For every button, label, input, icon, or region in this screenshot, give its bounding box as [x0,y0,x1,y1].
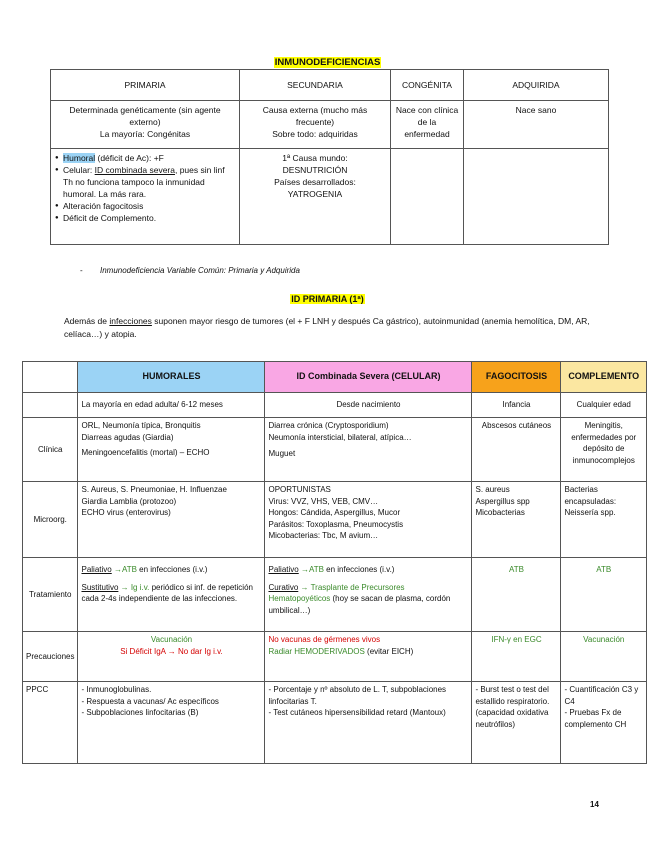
cell-micro-fag: S. aureus Aspergillus spp Micobacterias [472,482,561,558]
cell-prec-fag: IFN-γ en EGC [472,632,561,682]
cell-micro-com: Bacterias encapsuladas: Neissería spp. [561,482,647,558]
intro-paragraph: Además de infecciones suponen mayor riesgo de tumores (el + F LNH y después Ca gástrico), autoinmunidad (anemia hemolítica, DM, AR, celíaca…) y atopia. [64,316,590,339]
header-secundaria: SECUNDARIA [240,70,391,101]
title-inmunodeficiencias: INMUNODEFICIENCIAS [274,57,381,68]
table-inmunodeficiencias [50,69,609,245]
cell-secundaria-def: Causa externa (mucho más frecuente) Sobre todo: adquiridas [240,101,391,149]
cell-clinica-fag: Abscesos cutáneos [472,418,561,482]
cell-congenita-empty [391,149,464,245]
table-id-primaria [22,361,647,764]
cell-edad-com: Cualquier edad [561,393,647,418]
page-number: 14 [590,800,599,809]
header-fagocitosis: FAGOCITOSIS [472,362,561,393]
cell-trat-hum: Paliativo →ATB en infecciones (i.v.) Sustitutivo → Ig i.v. periódico si inf. de repetición cada 2-4s independiente de las infecciones. [78,558,265,632]
cell-prec-id: No vacunas de gérmenes vivos Radiar HEMODERIVADOS (evitar EICH) [265,632,472,682]
header-complemento: COMPLEMENTO [561,362,647,393]
list-item: ● Alteración fagocitosis [63,200,236,212]
cell-micro-hum: S. Aureus, S. Pneumoniae, H. Influenzae Giardia Lamblia (protozoo) ECHO virus (enterovirus) [78,482,265,558]
cell-ppcc-com: - Cuantificación C3 y C4 - Pruebas Fx de complemento CH [561,682,647,764]
cell-edad-hum: La mayoría en edad adulta/ 6-12 meses [78,393,265,418]
row-label-precauciones: Precauciones [23,632,78,682]
cell-ppcc-hum: - Inmunoglobulinas. - Respuesta a vacunas/ Ac específicos - Subpoblaciones linfocitarias (B) [78,682,265,764]
header-empty [23,362,78,393]
header-adquirida: ADQUIRIDA [464,70,609,101]
row-label-tratamiento: Tratamiento [23,558,78,632]
cell-trat-fag: ATB [472,558,561,632]
cell-primaria-def: Determinada genéticamente (sin agente externo) La mayoría: Congénitas [51,101,240,149]
cell-edad-id: Desde nacimiento [265,393,472,418]
cell-ppcc-id: - Porcentaje y nº absoluto de L. T, subpoblaciones linfocitarias T. - Test cutáneos hipersensibilidad retard (Mantoux) [265,682,472,764]
list-item: ● Déficit de Complemento. [63,212,236,224]
cell-clinica-hum: ORL, Neumonía típica, Bronquitis Diarreas agudas (Giardia) Meningoencefalitis (mortal) – ECHO [78,418,265,482]
cell-empty [23,393,78,418]
cell-edad-fag: Infancia [472,393,561,418]
list-item: ● Celular: ID combinada severa, pues sin linf Th no funciona tampoco la inmunidad humoral. La más rara. [63,164,236,200]
cell-ppcc-fag: - Burst test o test del estallido respiratorio. (capacidad oxidativa neutrófilos) [472,682,561,764]
cell-prec-hum: Vacunación Si Déficit IgA → No dar Ig i.v. [78,632,265,682]
cell-trat-com: ATB [561,558,647,632]
cell-primaria-tipos [51,149,240,245]
cell-adquirida-empty [464,149,609,245]
row-label-clinica: Clínica [23,418,78,482]
header-primaria: PRIMARIA [51,70,240,101]
cell-trat-id: Paliativo →ATB en infecciones (i.v.) Curativo → Trasplante de Precursores Hematopoyéticos (hoy se sacan de plasma, cordón umbilical…) [265,558,472,632]
header-humorales: HUMORALES [78,362,265,393]
note-idvc: - Inmunodeficiencia Variable Común: Primaria y Adquirida [80,266,300,275]
cell-clinica-com: Meningitis, enfermedades por depósito de inmunocomplejos [561,418,647,482]
row-label-ppcc: PPCC [23,682,78,764]
header-id-combinada: ID Combinada Severa (CELULAR) [265,362,472,393]
list-item: ● Humoral (déficit de Ac): +F [63,152,236,164]
title-id-primaria: ID PRIMARIA (1ª) [291,294,364,304]
header-congenita: CONGÉNITA [391,70,464,101]
cell-clinica-id: Diarrea crónica (Cryptosporidium) Neumonía intersticial, bilateral, atípica… Muguet [265,418,472,482]
cell-adquirida-def: Nace sano [464,101,609,149]
cell-secundaria-causas: 1ª Causa mundo: DESNUTRICIÓN Países desarrollados: YATROGENIA [240,149,391,245]
cell-congenita-def: Nace con clínica de la enfermedad [391,101,464,149]
cell-prec-com: Vacunación [561,632,647,682]
cell-micro-id: OPORTUNISTAS Virus: VVZ, VHS, VEB, CMV… Hongos: Cándida, Aspergillus, Mucor Parásitos: Toxoplasma, Pneumocystis Micobacterias: Tbc, M avium… [265,482,472,558]
row-label-microorg: Microorg. [23,482,78,558]
